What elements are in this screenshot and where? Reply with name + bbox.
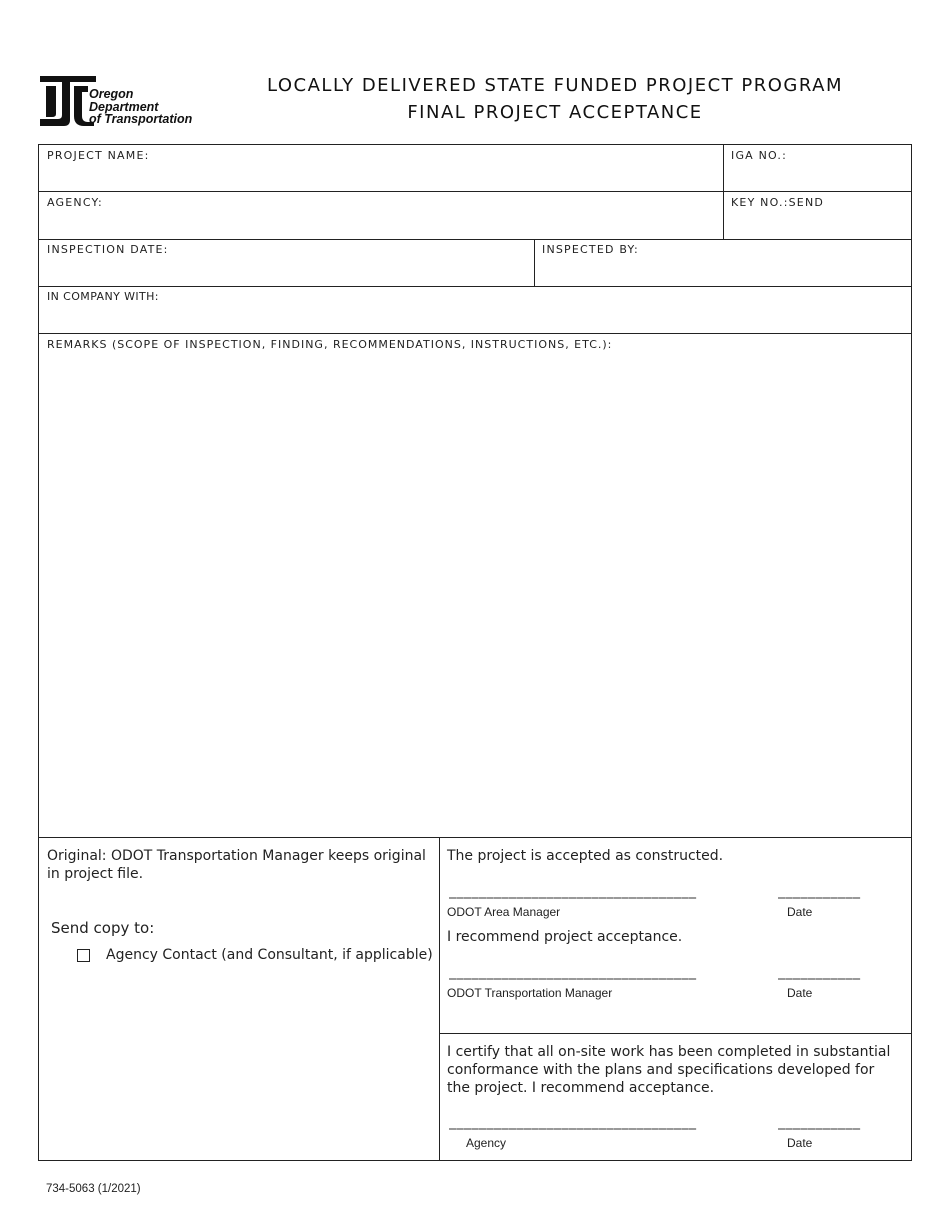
transportation-manager-date-line[interactable]: ___________ xyxy=(778,964,861,980)
acceptance-form xyxy=(38,144,912,1161)
iga-no-field[interactable] xyxy=(724,145,911,191)
area-manager-date-label: Date xyxy=(787,905,813,919)
certify-statement: I certify that all on-site work has been completed in substantial conformance with the plans and specifications developed for the project. I recommend acceptance. xyxy=(447,1044,891,1096)
logo-wordmark xyxy=(89,88,192,126)
accepted-statement: The project is accepted as constructed. xyxy=(447,848,724,864)
agency-label: AGENCY: xyxy=(47,196,103,209)
inspected-by-label: INSPECTED BY: xyxy=(542,243,639,256)
form-title-line-2: FINAL PROJECT ACCEPTANCE xyxy=(407,102,703,123)
inspected-by-field[interactable] xyxy=(535,240,911,286)
iga-no-label: IGA NO.: xyxy=(731,149,788,162)
agency-date-line[interactable]: ___________ xyxy=(778,1114,861,1130)
logo-line-2: Department xyxy=(89,99,159,114)
agency-signature-line[interactable]: _________________________________ xyxy=(449,1114,697,1130)
original-note: Original: ODOT Transportation Manager keeps original in project file. xyxy=(47,848,426,882)
form-title-line-1: LOCALLY DELIVERED STATE FUNDED PROJECT PROGRAM xyxy=(267,75,843,96)
logo-line-1: Oregon xyxy=(89,87,134,101)
project-name-field[interactable] xyxy=(39,145,723,191)
agency-contact-label: Agency Contact (and Consultant, if applicable) xyxy=(106,947,433,963)
recommend-statement: I recommend project acceptance. xyxy=(447,929,683,945)
in-company-with-field[interactable] xyxy=(39,287,911,333)
key-no-label: KEY NO.:SEND xyxy=(731,196,825,209)
key-no-field[interactable] xyxy=(724,192,911,239)
transportation-manager-signature-line[interactable]: _________________________________ xyxy=(449,964,697,980)
form-number: 734-5063 (1/2021) xyxy=(46,1183,141,1195)
project-name-label: PROJECT NAME: xyxy=(47,149,150,162)
transportation-manager-label: ODOT Transportation Manager xyxy=(447,986,613,1000)
in-company-with-label: IN COMPANY WITH: xyxy=(47,290,159,303)
remarks-label: REMARKS (SCOPE OF INSPECTION, FINDING, RECOMMENDATIONS, INSTRUCTIONS, ETC.): xyxy=(47,338,613,351)
remarks-field[interactable] xyxy=(39,334,911,837)
inspection-date-label: INSPECTION DATE: xyxy=(47,243,169,256)
agency-field[interactable] xyxy=(39,192,723,239)
agency-contact-checkbox[interactable] xyxy=(77,949,90,962)
agency-signature-label: Agency xyxy=(466,1136,507,1150)
transportation-manager-date-label: Date xyxy=(787,986,813,1000)
area-manager-signature-line[interactable]: _________________________________ xyxy=(449,883,697,899)
area-manager-date-line[interactable]: ___________ xyxy=(778,883,861,899)
agency-date-label: Date xyxy=(787,1136,813,1150)
send-copy-to-label: Send copy to: xyxy=(51,919,155,937)
area-manager-label: ODOT Area Manager xyxy=(447,905,561,919)
inspection-date-field[interactable] xyxy=(39,240,534,286)
logo-line-3: of Transportation xyxy=(89,112,193,126)
